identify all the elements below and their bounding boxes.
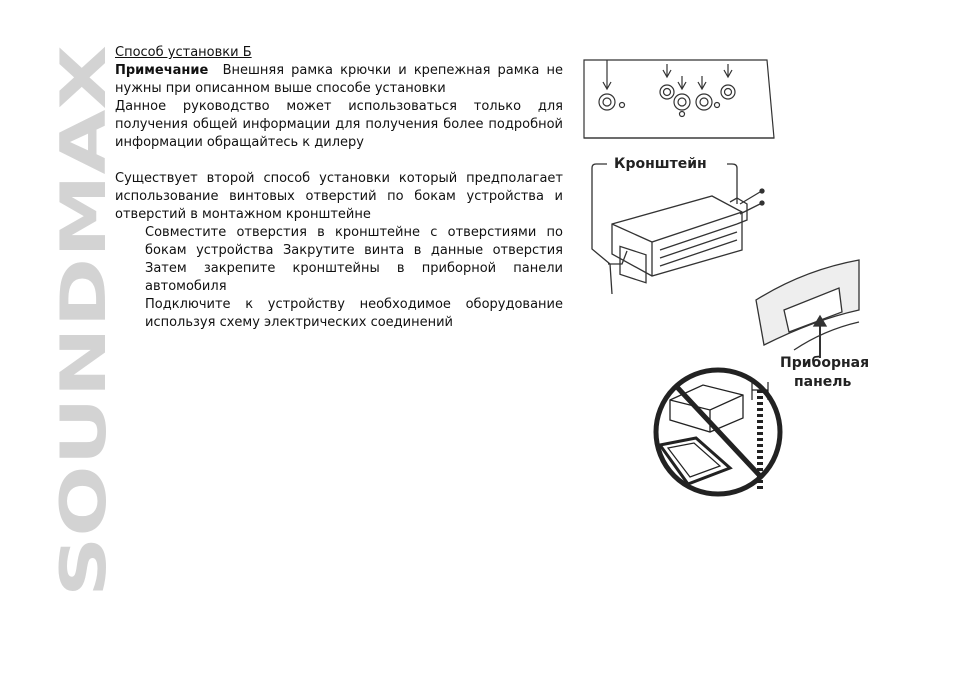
note-paragraph <box>115 62 563 98</box>
bracket-shape <box>592 204 627 294</box>
dashboard-slot-illustration <box>754 250 864 360</box>
section-heading: Способ установки Б <box>115 45 252 60</box>
step-2-paragraph: Подключите к устройству необходимое оборудование используя схему электрических соединений <box>145 297 563 330</box>
unit-body <box>612 196 742 276</box>
note-text: Внешняя рамка крючки и крепежная рамка не нужны при описанном выше способе установки <box>115 63 563 96</box>
prohibited-method-illustration <box>648 360 798 505</box>
dashboard-label-line-2: панель <box>794 374 852 390</box>
prohibition-slash <box>676 386 762 478</box>
soundmax-watermark-logo <box>47 42 120 602</box>
second-method-paragraph: Существует второй способ установки который предполагает использование винтовых отверстий по бокам устройства и отверстий в монтажном кронштейне <box>115 171 563 222</box>
bracket-label: Кронштейн <box>614 156 707 172</box>
screw-icon <box>740 192 760 214</box>
screw-holes <box>599 85 735 117</box>
note-label: Примечание <box>115 63 209 78</box>
bracket-unit-illustration <box>582 154 782 299</box>
side-holes-illustration <box>582 50 782 145</box>
guide-paragraph: Данное руководство может использоваться только для получения общей информации для получения более подробной информации обращайтесь к дилеру <box>115 99 563 150</box>
brand-logo-text: SOUNDMAX <box>47 188 120 597</box>
step-1-paragraph: Совместите отверстия в кронштейне с отверстиями по бокам устройства Закрутите винта в данные отверстия Затем закрепите кронштейны в приборной панели автомобиля <box>145 225 563 294</box>
instruction-text <box>115 44 563 332</box>
dashboard-label-line-1: Приборная <box>780 355 870 371</box>
